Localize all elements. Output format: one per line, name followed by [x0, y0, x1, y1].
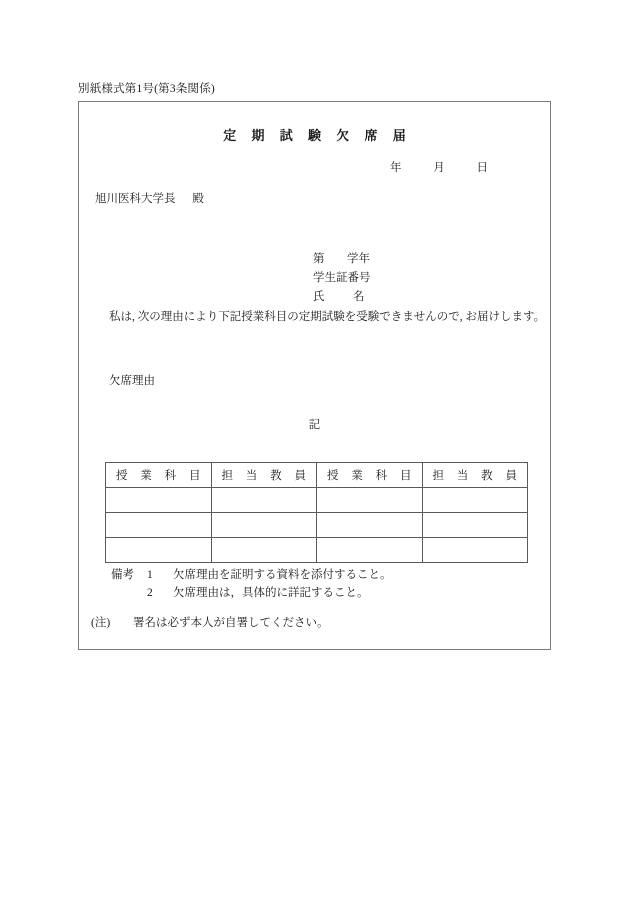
form-frame	[78, 101, 551, 650]
remarks-number-2: 2	[147, 587, 153, 599]
footnote-text: 署名は必ず本人が自署してください。	[133, 617, 329, 629]
student-id-label: 学生証番号	[313, 272, 371, 284]
footnote	[91, 614, 329, 630]
student-info-block	[313, 250, 371, 307]
table-cell-subject-1[interactable]	[106, 513, 212, 538]
table-cell-subject-2[interactable]	[317, 513, 423, 538]
remarks-item-2	[111, 584, 392, 602]
table-row	[106, 538, 528, 563]
remarks-item-1	[111, 566, 392, 584]
table-header-subject-2: 授 業 科 目	[317, 463, 423, 488]
page-title: 定 期 試 験 欠 席 届	[223, 128, 412, 143]
table-cell-subject-2[interactable]	[317, 538, 423, 563]
table-cell-instructor-1[interactable]	[211, 538, 317, 563]
table-cell-instructor-1[interactable]	[211, 513, 317, 538]
addressee-name: 旭川医科大学長	[95, 193, 176, 205]
table-cell-instructor-2[interactable]	[422, 513, 528, 538]
date-day-label: 日	[476, 162, 488, 174]
student-name-row	[313, 288, 371, 307]
remarks-text-1: 欠席理由を証明する資料を添付すること。	[173, 569, 392, 581]
table-cell-instructor-1[interactable]	[211, 488, 317, 513]
addressee	[95, 190, 204, 206]
table-cell-subject-1[interactable]	[106, 488, 212, 513]
table-cell-instructor-2[interactable]	[422, 538, 528, 563]
remarks-number-1: 1	[147, 569, 153, 581]
table-row	[106, 513, 528, 538]
table-cell-subject-1[interactable]	[106, 538, 212, 563]
form-number-label: 別紙様式第1号(第3条関係)	[78, 83, 215, 95]
declaration-sentence: 私は, 次の理由により下記授業科目の定期試験を受験できませんので, お届けします。	[109, 311, 546, 323]
remarks-label: 備考	[111, 569, 134, 581]
student-grade-suffix: 学年	[347, 253, 370, 265]
date-year-label: 年	[390, 162, 402, 174]
table-header-row	[106, 463, 528, 488]
table-header-instructor-2: 担 当 教 員	[422, 463, 528, 488]
ki-mark: 記	[308, 419, 321, 431]
date-line	[390, 159, 488, 175]
student-grade-prefix: 第	[313, 253, 325, 265]
table-header-subject-1: 授 業 科 目	[106, 463, 212, 488]
student-id-row	[313, 269, 371, 288]
student-name-suffix: 名	[353, 291, 365, 303]
date-month-label: 月	[433, 162, 445, 174]
addressee-honorific: 殿	[192, 193, 204, 205]
subjects-table	[105, 462, 528, 563]
table-cell-instructor-2[interactable]	[422, 488, 528, 513]
footnote-mark: (注)	[91, 617, 111, 629]
table-row	[106, 488, 528, 513]
table-cell-subject-2[interactable]	[317, 488, 423, 513]
remarks-text-2: 欠席理由は，具体的に詳記すること。	[173, 587, 369, 599]
absence-reason-label: 欠席理由	[109, 375, 155, 387]
remarks-section	[111, 566, 392, 602]
student-name-prefix: 氏	[313, 291, 325, 303]
student-grade-row	[313, 250, 371, 269]
table-header-instructor-1: 担 当 教 員	[211, 463, 317, 488]
